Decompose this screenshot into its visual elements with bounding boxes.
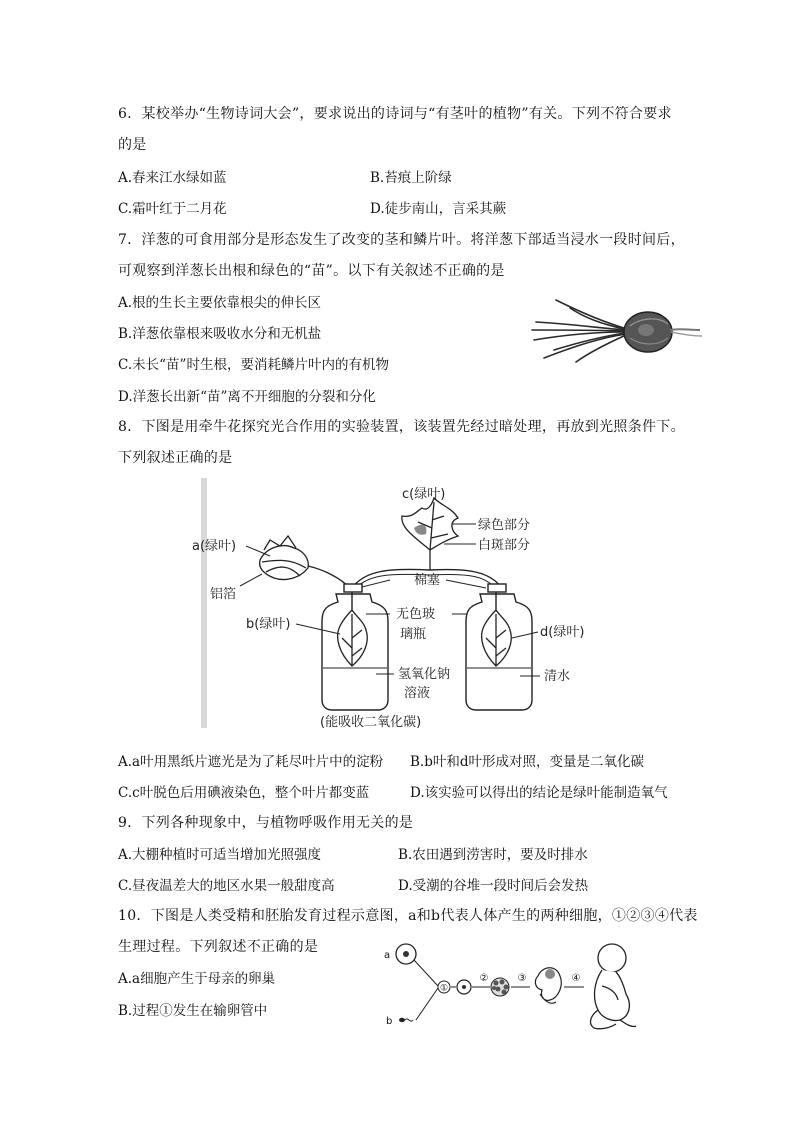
step-2-label: ② — [479, 973, 489, 984]
leaf-a — [260, 536, 309, 580]
label-water: 清水 — [544, 669, 571, 684]
q8-stem-line2: 下列叙述正确的是 — [118, 450, 233, 466]
q7-stem-line2: 可观察到洋葱长出根和绿色的“苗”。以下有关叙述不正确的是 — [118, 263, 505, 279]
label-white-part: 白斑部分 — [478, 538, 531, 553]
label-bottle-line2: 璃瓶 — [400, 627, 427, 642]
q9-option-c: C.昼夜温差大的地区水果一般甜度高 — [118, 878, 335, 894]
label-a: a(绿叶) — [192, 539, 237, 554]
q7-option-a: A.根的生长主要依靠根尖的伸长区 — [118, 295, 322, 311]
label-cotton: 棉塞 — [414, 573, 441, 588]
onion-illustration — [530, 294, 710, 366]
q6-option-b: B.苔痕上阶绿 — [370, 170, 452, 186]
q7-option-b: B.洋葱依靠根来吸收水分和无机盐 — [118, 326, 322, 342]
q9-stem: 9．下列各种现象中，与植物呼吸作用无关的是 — [118, 815, 414, 831]
q10-option-a: A.a细胞产生于母亲的卵巢 — [118, 971, 276, 987]
leaf-c — [402, 498, 458, 550]
morula — [491, 978, 509, 996]
label-bottle-line1: 无色玻 — [396, 607, 436, 622]
q10-stem-line1: 10．下图是人类受精和胚胎发育过程示意图，a和b代表人体产生的两种细胞，①②③④代表 — [118, 908, 698, 924]
cell-b-label: b — [386, 1016, 393, 1027]
q6-stem-line1: 6．某校举办“生物诗词大会”，要求说出的诗词与“有茎叶的植物”有关。下列不符合要求 — [118, 106, 672, 122]
fertilization-development-diagram — [380, 936, 650, 1036]
label-green-part: 绿色部分 — [478, 518, 531, 533]
label-naoh-line2: 溶液 — [404, 686, 431, 701]
q6-stem-line2: 的是 — [118, 137, 147, 153]
q10-option-b: B.过程①发生在输卵管中 — [118, 1003, 268, 1019]
step-4-label: ④ — [571, 973, 581, 984]
q8-option-b: B.b叶和d叶形成对照，变量是二氧化碳 — [410, 754, 644, 770]
q8-option-c: C.c叶脱色后用碘液染色，整个叶片都变蓝 — [118, 785, 370, 801]
cell-a-label: a — [384, 950, 391, 961]
q7-option-d: D.洋葱长出新“苗”离不开细胞的分裂和分化 — [118, 389, 376, 405]
label-c: c(绿叶) — [402, 487, 446, 502]
label-naoh-line1: 氢氧化钠 — [398, 667, 451, 682]
step-1-label: ① — [439, 983, 449, 994]
q8-option-d: D.该实验可以得出的结论是绿叶能制造氧气 — [410, 785, 668, 801]
q8-stem-line1: 8．下图是用牵牛花探究光合作用的实验装置，该装置先经过暗处理，再放到光照条件下。 — [118, 419, 685, 435]
label-b: b(绿叶) — [246, 617, 291, 632]
label-foil: 铝箔 — [210, 587, 237, 602]
fetus — [591, 944, 636, 1029]
label-d: d(绿叶) — [540, 625, 585, 640]
photosynthesis-apparatus-diagram — [190, 478, 610, 736]
step-3-label: ③ — [517, 973, 527, 984]
q10-stem-line2: 生理过程。下列叙述不正确的是 — [118, 939, 319, 955]
sperm-cell — [399, 1018, 405, 1022]
q6-option-a: A.春来江水绿如蓝 — [118, 170, 227, 186]
q7-stem-line1: 7．洋葱的可食用部分是形态发生了改变的茎和鳞片叶。将洋葱下部适当浸水一段时间后， — [118, 232, 685, 248]
q9-option-a: A.大棚种植时可适当增加光照强度 — [118, 847, 322, 863]
q9-option-b: B.农田遇到涝害时，要及时排水 — [398, 847, 588, 863]
embryo — [535, 968, 561, 1004]
q8-option-a: A.a叶用黑纸片遮光是为了耗尽叶片中的淀粉 — [118, 754, 384, 770]
q9-option-d: D.受潮的谷堆一段时间后会发热 — [398, 878, 589, 894]
label-caption: (能吸收二氧化碳) — [320, 715, 422, 730]
q7-option-c: C.未长“苗”时生根，要消耗鳞片叶内的有机物 — [118, 357, 389, 373]
q6-option-d: D.徒步南山，言采其蕨 — [370, 201, 507, 217]
q6-option-c: C.霜叶红于二月花 — [118, 201, 227, 217]
